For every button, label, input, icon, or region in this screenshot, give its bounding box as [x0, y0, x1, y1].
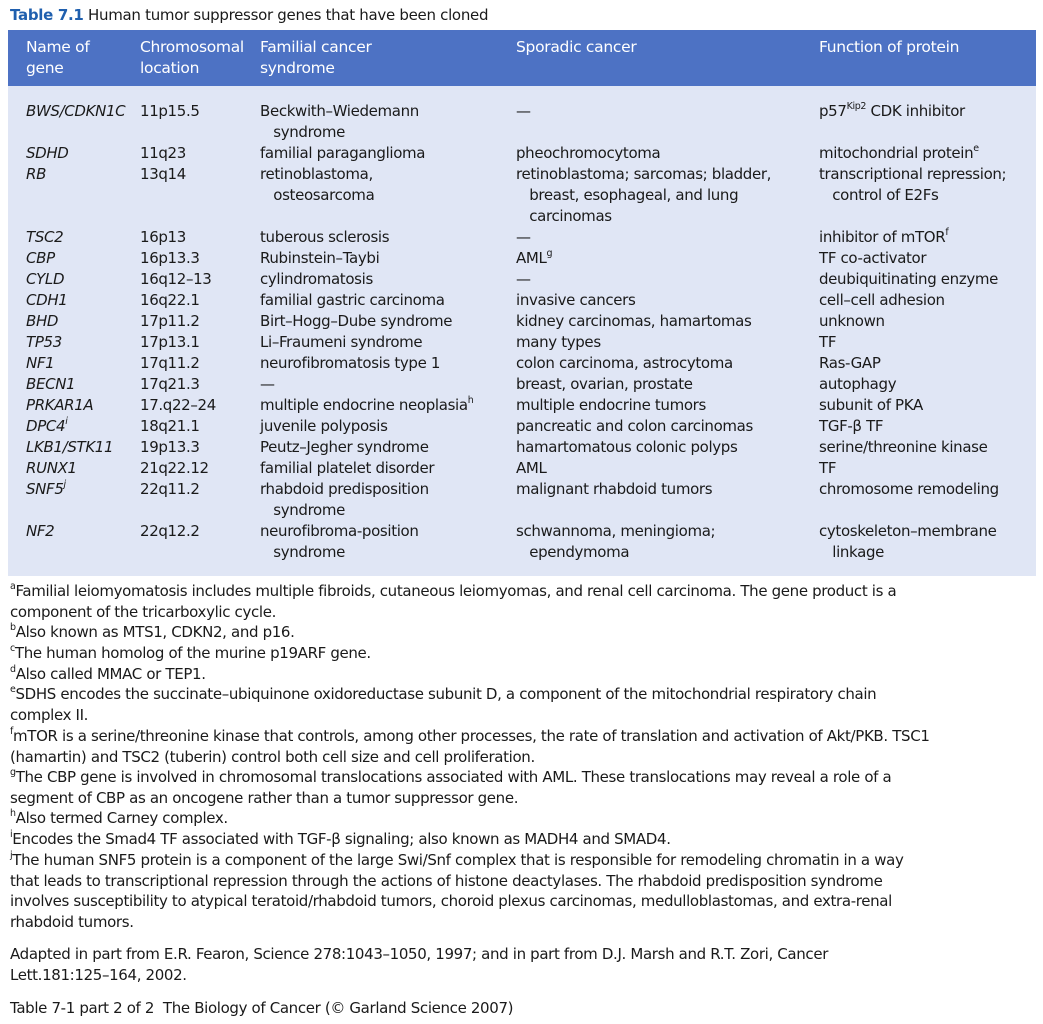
gene-cell: CYLD: [26, 270, 65, 288]
familial-cell: Peutz–Jegher syndrome: [260, 438, 429, 456]
header-sporadic: Sporadic cancer: [516, 38, 637, 56]
chromosome-cell: 16p13: [140, 228, 186, 246]
function-cell: Ras-GAP: [819, 354, 881, 372]
header-chromosome: Chromosomal location: [140, 38, 244, 77]
familial-cell: Li–Fraumeni syndrome: [260, 333, 423, 351]
footnote: $^f$mTOR is a serine/threonine kinase that controls, among other processes, the rate of translation and activation of Akt/PKB. TSC1 (hamartin) and TSC2 (tuberin) control both cell size and cell proliferation.: [10, 726, 930, 766]
gene-cell: CDH1: [26, 291, 68, 309]
function-cell: deubiquitinating enzyme: [819, 270, 999, 288]
gene-cell: TSC2: [26, 228, 64, 246]
sporadic-cell: —: [516, 102, 531, 120]
sporadic-cell: AML$^g$: [516, 248, 553, 267]
chromosome-cell: 19p13.3: [140, 438, 200, 456]
table-caption: [10, 6, 488, 24]
function-cell: cytoskeleton–membrane linkage: [819, 522, 997, 561]
function-cell: serine/threonine kinase: [819, 438, 988, 456]
chromosome-cell: 16p13.3: [140, 249, 200, 267]
familial-cell: cylindromatosis: [260, 270, 373, 288]
sporadic-cell: kidney carcinomas, hamartomas: [516, 312, 752, 330]
header-familial: Familial cancer syndrome: [260, 38, 372, 77]
chromosome-cell: 22q12.2: [140, 522, 200, 540]
familial-cell: Birt–Hogg–Dube syndrome: [260, 312, 453, 330]
familial-cell: retinoblastoma, osteosarcoma: [260, 165, 375, 204]
gene-cell: SNF5$^j$: [26, 479, 66, 498]
function-cell: subunit of PKA: [819, 396, 923, 414]
footnote: $^e$SDHS encodes the succinate–ubiquinone oxidoreductase subunit D, a component of the mitochondrial respiratory chain complex II.: [10, 684, 877, 724]
gene-cell: CBP: [26, 249, 55, 267]
header-function: Function of protein: [819, 38, 960, 56]
function-cell: chromosome remodeling: [819, 480, 999, 498]
sporadic-cell: malignant rhabdoid tumors: [516, 480, 713, 498]
footnote: $^b$Also known as MTS1, CDKN2, and p16.: [10, 622, 295, 641]
sporadic-cell: multiple endocrine tumors: [516, 396, 706, 414]
function-cell: TF: [819, 333, 837, 351]
sporadic-cell: invasive cancers: [516, 291, 636, 309]
gene-cell: SDHD: [26, 144, 69, 162]
gene-cell: BHD: [26, 312, 59, 330]
gene-cell: LKB1/STK11: [26, 438, 114, 456]
footnote: $^h$Also termed Carney complex.: [10, 808, 228, 827]
sporadic-cell: breast, ovarian, prostate: [516, 375, 693, 393]
function-cell: TF co-activator: [819, 249, 927, 267]
gene-cell: NF1: [26, 354, 55, 372]
familial-cell: juvenile polyposis: [260, 417, 388, 435]
chromosome-cell: 13q14: [140, 165, 186, 183]
familial-cell: neurofibromatosis type 1: [260, 354, 441, 372]
familial-cell: rhabdoid predisposition syndrome: [260, 480, 429, 519]
function-cell: mitochondrial protein$^e$: [819, 143, 979, 162]
gene-cell: PRKAR1A: [26, 396, 94, 414]
source-attribution: Adapted in part from E.R. Fearon, Science 278:1043–1050, 1997; and in part from D.J. Marsh and R.T. Zori, Cancer Lett.181:125–164, 2002.: [10, 945, 829, 984]
footnote: $^a$Familial leiomyomatosis includes multiple fibroids, cutaneous leiomyomas, and renal cell carcinoma. The gene product is a component of the tricarboxylic cycle.: [10, 581, 897, 621]
chromosome-cell: 22q11.2: [140, 480, 200, 498]
function-cell: TF: [819, 459, 837, 477]
footnote: $^j$The human SNF5 protein is a component of the large Swi/Snf complex that is responsible for remodeling chromatin in a way that leads to transcriptional repression through the actions of histone deactylases. The rhabdoid predisposition syndrome involves susceptibility to atypical teratoid/rhabdoid tumors, choroid plexus carcinomas, medulloblastomas, and extra-renal rhabdoid tumors.: [10, 850, 904, 932]
sporadic-cell: —: [516, 228, 531, 246]
familial-cell: familial paraganglioma: [260, 144, 426, 162]
function-cell: transcriptional repression; control of E2Fs: [819, 165, 1007, 204]
familial-cell: multiple endocrine neoplasia$^h$: [260, 395, 474, 414]
sporadic-cell: many types: [516, 333, 601, 351]
footnote: $^c$The human homolog of the murine p19ARF gene.: [10, 643, 371, 662]
gene-cell: NF2: [26, 522, 55, 540]
function-cell: inhibitor of mTOR$^f$: [819, 227, 949, 246]
function-cell: TGF-β TF: [819, 417, 884, 435]
sporadic-cell: —: [516, 270, 531, 288]
chromosome-cell: 17p13.1: [140, 333, 200, 351]
chromosome-cell: 16q22.1: [140, 291, 200, 309]
sporadic-cell: schwannoma, meningioma; ependymoma: [516, 522, 716, 561]
familial-cell: neurofibroma-position syndrome: [260, 522, 419, 561]
familial-cell: Rubinstein–Taybi: [260, 249, 380, 267]
sporadic-cell: AML: [516, 459, 547, 477]
chromosome-cell: 18q21.1: [140, 417, 200, 435]
chromosome-cell: 17q11.2: [140, 354, 200, 372]
bottom-caption: Table 7-1 part 2 of 2 The Biology of Cancer (© Garland Science 2007): [10, 999, 514, 1017]
sporadic-cell: colon carcinoma, astrocytoma: [516, 354, 733, 372]
sporadic-cell: hamartomatous colonic polyps: [516, 438, 738, 456]
footnote: $^g$The CBP gene is involved in chromosomal translocations associated with AML. These translocations may reveal a role of a segment of CBP as an oncogene rather than a tumor suppressor gene.: [10, 767, 892, 807]
chromosome-cell: 17q21.3: [140, 375, 200, 393]
table-title: Human tumor suppressor genes that have been cloned: [88, 6, 489, 24]
gene-cell: RUNX1: [26, 459, 77, 477]
familial-cell: familial platelet disorder: [260, 459, 435, 477]
sporadic-cell: pancreatic and colon carcinomas: [516, 417, 753, 435]
footnote: $^d$Also called MMAC or TEP1.: [10, 664, 206, 683]
tumor-suppressor-table: [8, 30, 1036, 576]
gene-cell: TP53: [26, 333, 62, 351]
function-cell: cell–cell adhesion: [819, 291, 945, 309]
gene-cell: RB: [26, 165, 47, 183]
chromosome-cell: 17p11.2: [140, 312, 200, 330]
function-cell: unknown: [819, 312, 885, 330]
chromosome-cell: 16q12–13: [140, 270, 212, 288]
footnote: $^i$Encodes the Smad4 TF associated with TGF-β signaling; also known as MADH4 and SMAD4.: [10, 829, 671, 848]
function-cell: autophagy: [819, 375, 897, 393]
chromosome-cell: 17.q22–24: [140, 396, 216, 414]
function-cell: $p57^{Kip2}$ CDK inhibitor: [819, 101, 965, 120]
familial-cell: Beckwith–Wiedemann syndrome: [260, 102, 419, 141]
familial-cell: —: [260, 375, 275, 393]
gene-cell: BWS/CDKN1C: [26, 102, 126, 120]
chromosome-cell: 21q22.12: [140, 459, 209, 477]
familial-cell: familial gastric carcinoma: [260, 291, 445, 309]
sporadic-cell: retinoblastoma; sarcomas; bladder, breast, esophageal, and lung carcinomas: [516, 165, 772, 225]
chromosome-cell: 11q23: [140, 144, 186, 162]
chromosome-cell: 11p15.5: [140, 102, 200, 120]
familial-cell: tuberous sclerosis: [260, 228, 390, 246]
gene-cell: DPC4$^i$: [26, 416, 68, 435]
header-gene: Name of gene: [26, 38, 90, 77]
sporadic-cell: pheochromocytoma: [516, 144, 661, 162]
table-number: Table 7.1: [10, 6, 84, 24]
table-header: [8, 30, 1036, 86]
gene-cell: BECN1: [26, 375, 76, 393]
